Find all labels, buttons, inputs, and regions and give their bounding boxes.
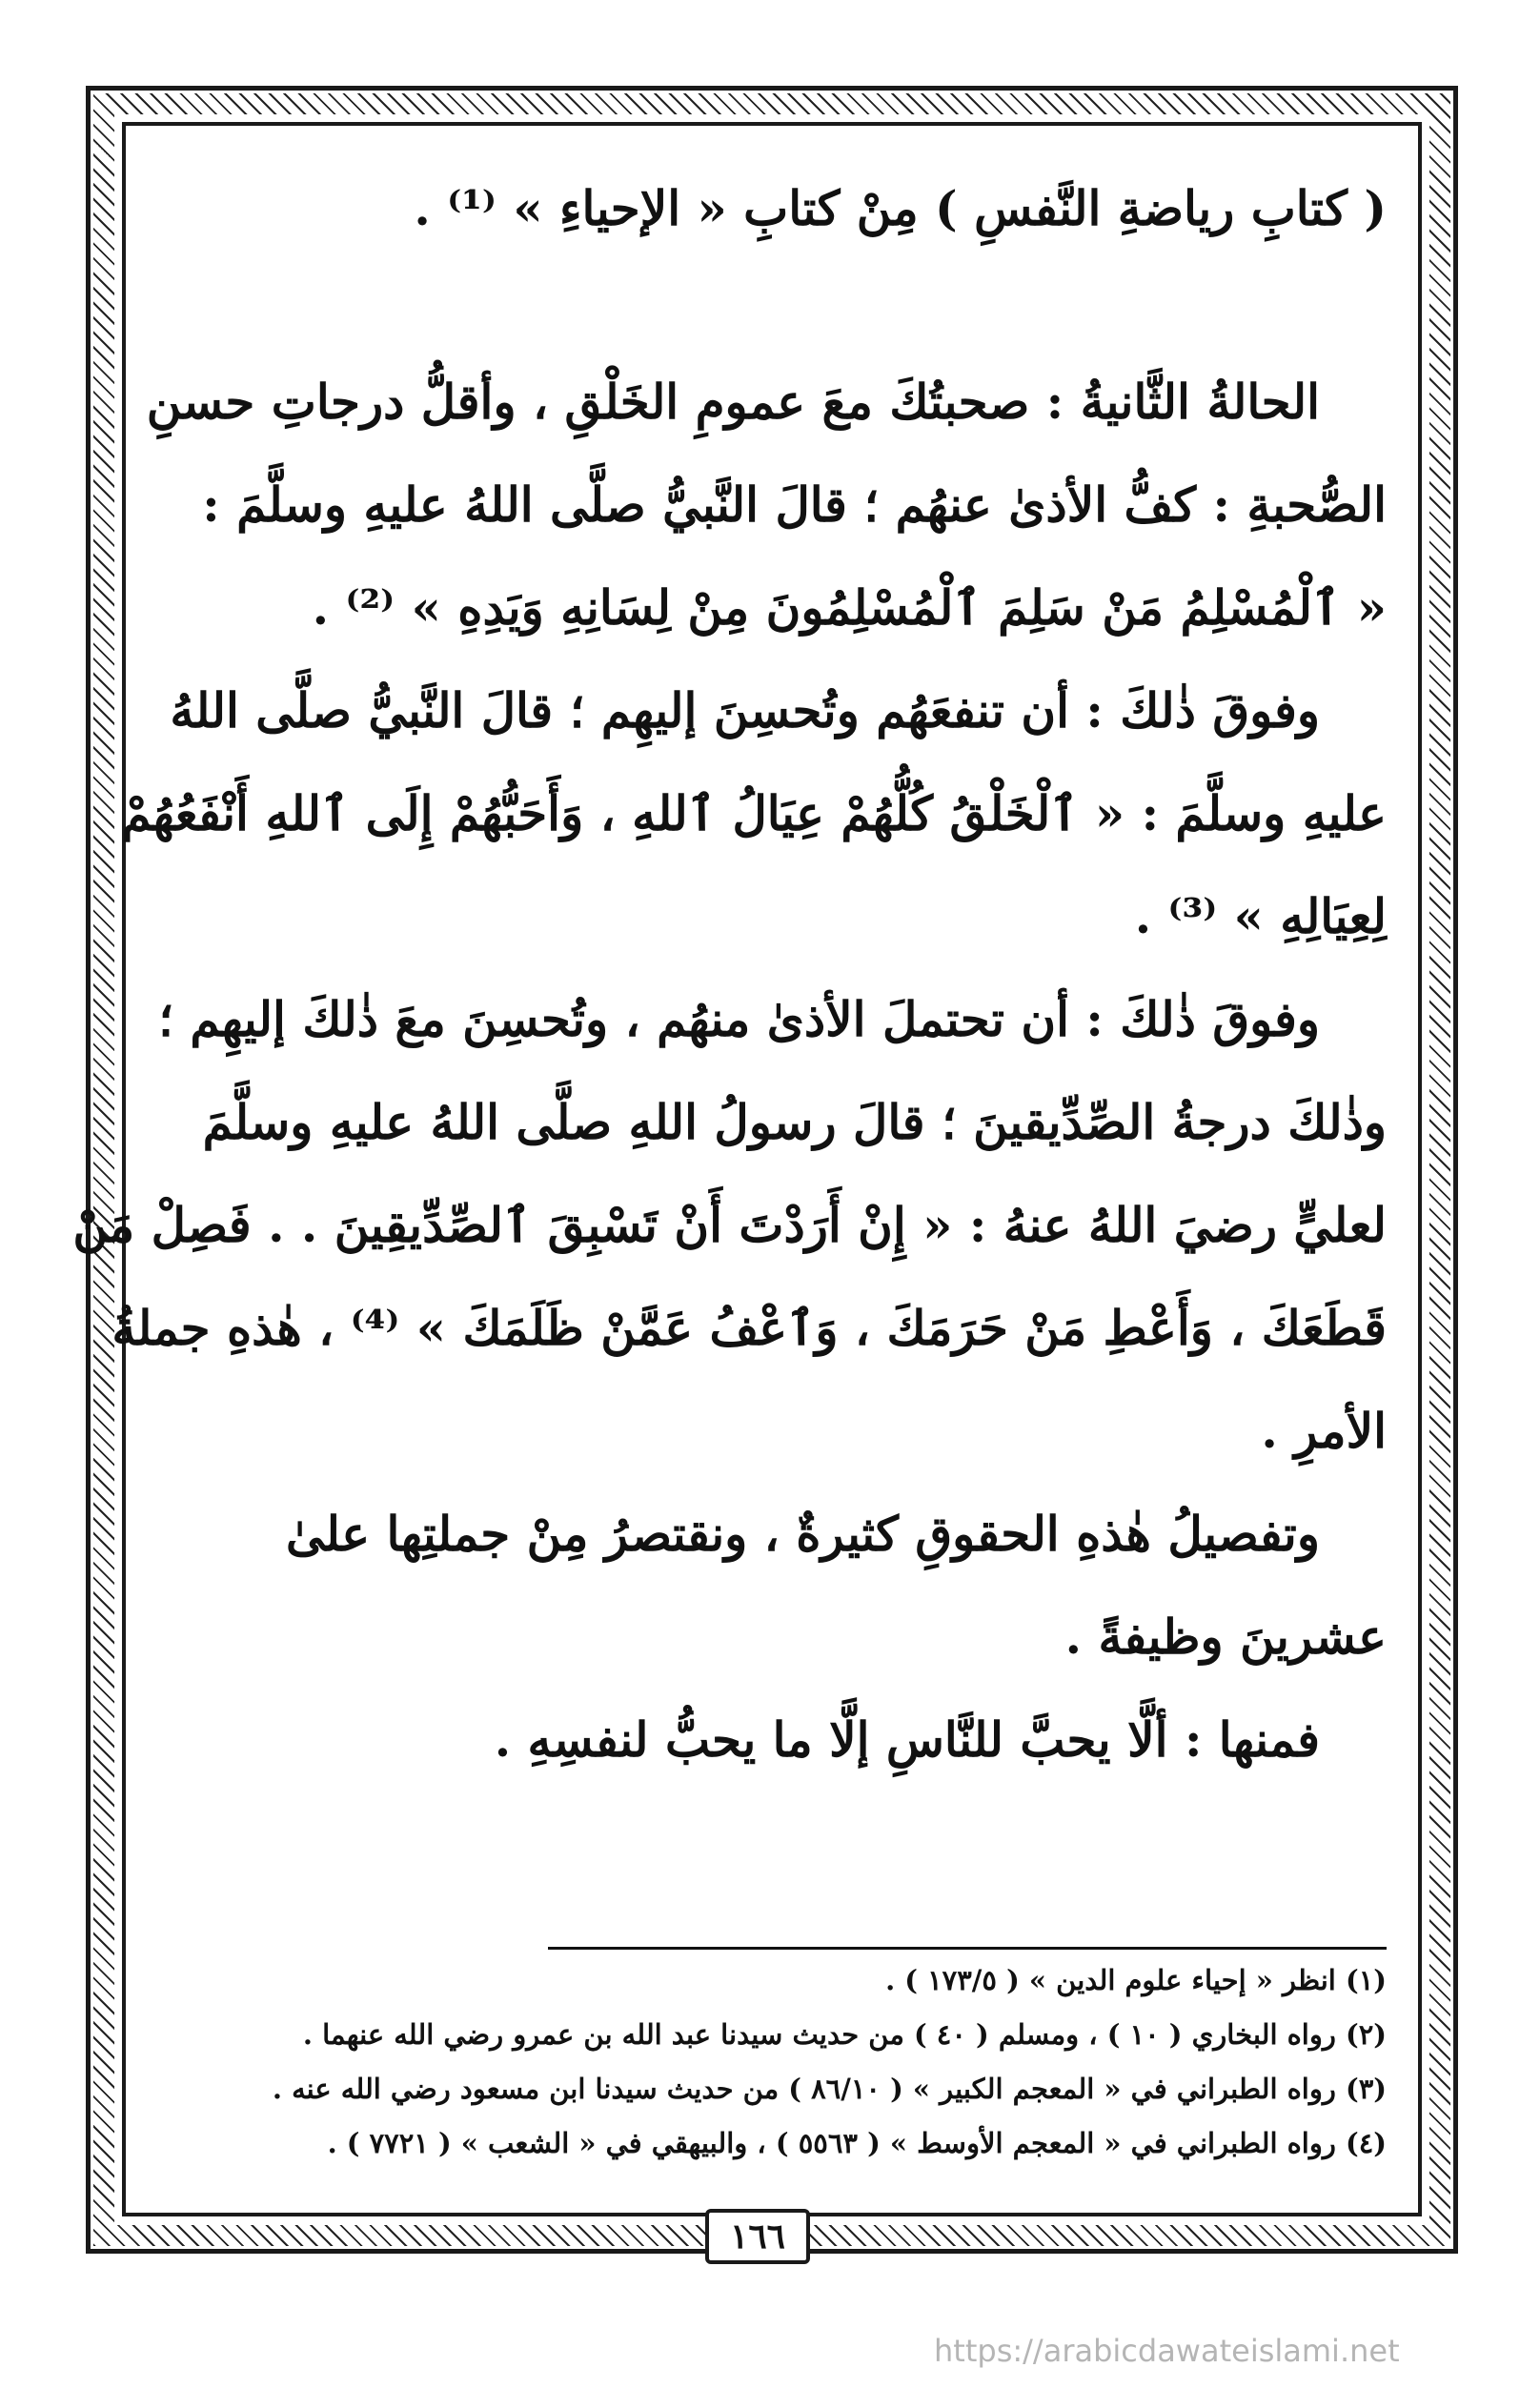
text-line: وفوقَ ذٰلكَ : أن تحتملَ الأذىٰ منهُم ، وتُحسِنَ معَ ذٰلكَ إليهِم ؛ — [158, 991, 1320, 1047]
text-line: عشرينَ وظيفةً . — [1064, 1609, 1387, 1665]
hadith-line: لعليٍّ رضيَ اللهُ عنهُ : « إِنْ أَرَدْتَ أَنْ تَسْبِقَ ٱلصِّدِّيقِينَ . . فَصِلْ مَنْ — [72, 1197, 1387, 1253]
hadith-line: لِعِيَالِهِ » ⁽³⁾ . — [1134, 888, 1387, 944]
text-line: الصُّحبةِ : كفُّ الأذىٰ عنهُم ؛ قالَ النَّبيُّ صلَّى اللهُ عليهِ وسلَّمَ : — [202, 476, 1387, 533]
watermark-url: https://arabicdawateislami.net — [934, 2333, 1400, 2369]
footnote: (١) انظر « إحياء علوم الدين » ( ١٧٣/٥ ) . — [885, 1964, 1387, 1996]
hadith-line: « ٱلْمُسْلِمُ مَنْ سَلِمَ ٱلْمُسْلِمُونَ مِنْ لِسَانِهِ وَيَدِهِ » ⁽²⁾ . — [312, 579, 1387, 636]
page-number: ١٦٦ — [705, 2209, 810, 2264]
footnote: (٢) رواه البخاري ( ١٠ ) ، ومسلم ( ٤٠ ) من حديث سيدنا عبد الله بن عمرو رضي الله عنهما . — [302, 2018, 1387, 2051]
text-line: الأمرِ . — [1261, 1403, 1387, 1459]
text-line: وفوقَ ذٰلكَ : أن تنفعَهُم وتُحسِنَ إليهِم ؛ قالَ النَّبيُّ صلَّى اللهُ — [170, 682, 1320, 739]
hadith-line: عليهِ وسلَّمَ : « ٱلْخَلْقُ كُلُّهُمْ عِيَالُ ٱللهِ ، وَأَحَبُّهُمْ إِلَى ٱللهِ أَنْفَعُهُمْ — [121, 785, 1387, 841]
footnote: (٣) رواه الطبراني في « المعجم الكبير » ( ٨٦/١٠ ) من حديث سيدنا ابن مسعود رضي الله عنه . — [272, 2073, 1387, 2105]
footnotes — [157, 1953, 1387, 2171]
footnote: (٤) رواه الطبراني في « المعجم الأوسط » ( ٥٥٦٣ ) ، والبيهقي في « الشعب » ( ٧٧٢١ ) . — [327, 2127, 1387, 2159]
text-line: وذٰلكَ درجةُ الصِّدِّيقينَ ؛ قالَ رسولُ اللهِ صلَّى اللهُ عليهِ وسلَّمَ — [202, 1094, 1387, 1150]
intro-line: ( كتابِ رياضةِ النَّفسِ ) مِنْ كتابِ « الإحياءِ » ⁽¹⁾ . — [414, 180, 1387, 236]
text-line: فمنها : ألَّا يحبَّ للنَّاسِ إلَّا ما يحبُّ لنفسِهِ . — [494, 1711, 1320, 1768]
main-text — [72, 157, 1387, 1791]
text-line: الحالةُ الثَّانيةُ : صحبتُكَ معَ عمومِ الخَلْقِ ، وأقلُّ درجاتِ حسنِ — [146, 374, 1320, 430]
text-line: وتفصيلُ هٰذهِ الحقوقِ كثيرةٌ ، ونقتصرُ مِنْ جملتِها علىٰ — [286, 1506, 1320, 1562]
hadith-line: قَطَعَكَ ، وَأَعْطِ مَنْ حَرَمَكَ ، وَٱعْفُ عَمَّنْ ظَلَمَكَ » ⁽⁴⁾ ، هٰذهِ جملةُ — [111, 1300, 1387, 1356]
footnote-divider — [548, 1947, 1387, 1950]
